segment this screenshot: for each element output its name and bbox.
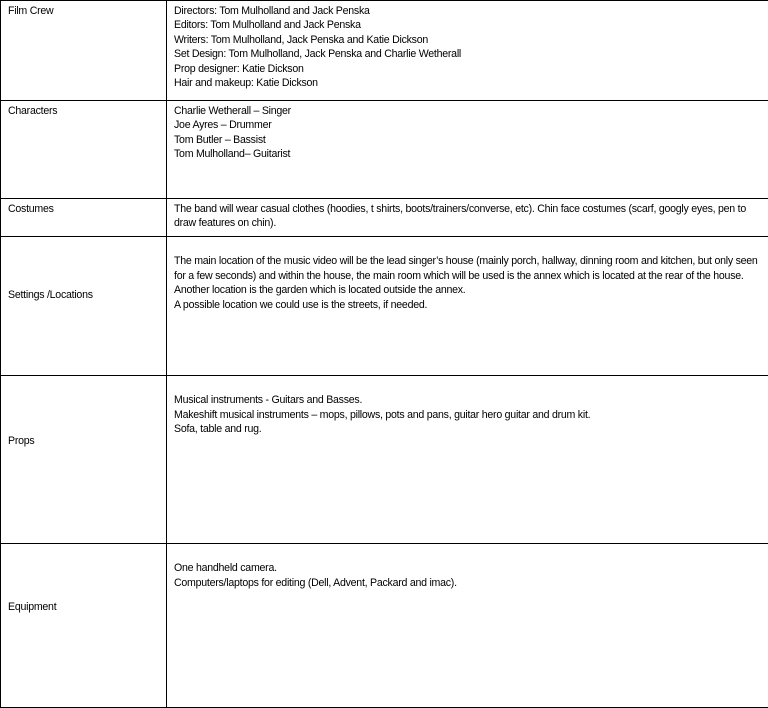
table-row-equipment — [1, 544, 768, 708]
row-content-settings-locations — [167, 237, 768, 376]
row-label-text: Settings /Locations — [8, 288, 159, 302]
row-content-film-crew — [167, 1, 768, 101]
row-content-equipment — [167, 544, 768, 708]
row-label-text: Equipment — [8, 600, 159, 614]
row-content-costumes — [167, 199, 768, 237]
content-line: A possible location we could use is the streets, if needed. — [174, 298, 763, 312]
content-line: Editors: Tom Mulholland and Jack Penska — [174, 18, 763, 32]
table-row-film-crew — [1, 1, 768, 101]
content-line: Writers: Tom Mulholland, Jack Penska and Katie Dickson — [174, 33, 763, 47]
content-line: Joe Ayres – Drummer — [174, 118, 763, 132]
row-label-equipment — [1, 544, 167, 708]
row-label-settings-locations — [1, 237, 167, 376]
row-label-characters — [1, 101, 167, 199]
content-paragraph: The band will wear casual clothes (hoodies, t shirts, boots/trainers/converse, etc). Chin face costumes (scarf, googly eyes, pen to draw features on chin). — [174, 202, 763, 231]
blank-line — [174, 240, 763, 254]
content-line: Prop designer: Katie Dickson — [174, 62, 763, 76]
table-row-props — [1, 376, 768, 544]
content-line: Hair and makeup: Katie Dickson — [174, 76, 763, 90]
table-row-settings-locations — [1, 237, 768, 376]
content-line: One handheld camera. — [174, 561, 763, 575]
content-line: Set Design: Tom Mulholland, Jack Penska and Charlie Wetherall — [174, 47, 763, 61]
content-line: Tom Butler – Bassist — [174, 133, 763, 147]
row-content-characters — [167, 101, 768, 199]
blank-line — [174, 379, 763, 393]
row-label-text: Characters — [8, 104, 159, 118]
row-content-props — [167, 376, 768, 544]
content-line: Another location is the garden which is located outside the annex. — [174, 283, 763, 297]
table-row-characters — [1, 101, 768, 199]
content-line: Computers/laptops for editing (Dell, Advent, Packard and imac). — [174, 576, 763, 590]
content-line: Directors: Tom Mulholland and Jack Penska — [174, 4, 763, 18]
row-label-text: Costumes — [8, 202, 159, 216]
content-paragraph: The main location of the music video will be the lead singer’s house (mainly porch, hallway, dinning room and kitchen, but only seen for a few seconds) and within the house, the main room which will be used is the annex which is located at the rear of the house. — [174, 254, 763, 283]
content-line: Tom Mulholland– Guitarist — [174, 147, 763, 161]
content-line: Musical instruments - Guitars and Basses. — [174, 393, 763, 407]
content-line: Makeshift musical instruments – mops, pillows, pots and pans, guitar hero guitar and drum kit. — [174, 408, 763, 422]
content-line: Sofa, table and rug. — [174, 422, 763, 436]
row-label-text: Film Crew — [8, 4, 159, 18]
row-label-props — [1, 376, 167, 544]
blank-line — [174, 547, 763, 561]
row-label-text: Props — [8, 434, 159, 448]
row-label-costumes — [1, 199, 167, 237]
row-label-film-crew — [1, 1, 167, 101]
table-row-costumes — [1, 199, 768, 237]
content-line: Charlie Wetherall – Singer — [174, 104, 763, 118]
